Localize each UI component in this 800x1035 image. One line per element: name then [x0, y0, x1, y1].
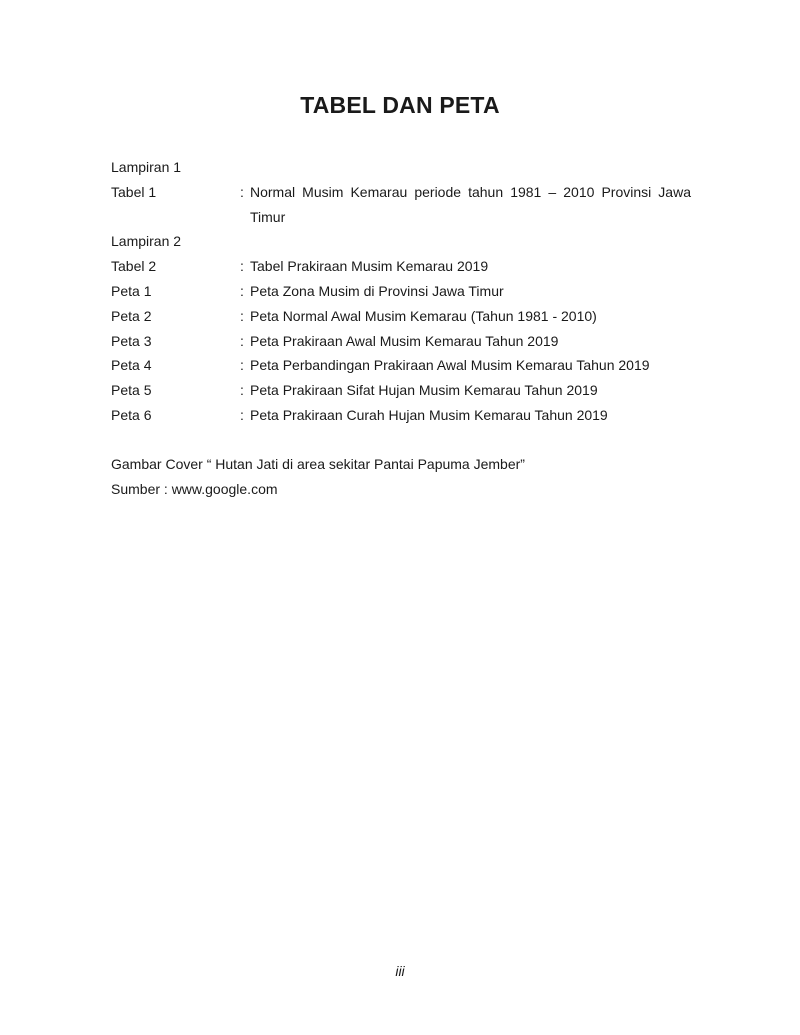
entry-description [240, 254, 691, 279]
list-item [111, 279, 691, 304]
entry-text: Peta Normal Awal Musim Kemarau (Tahun 1981 - 2010) [250, 307, 597, 324]
entry-colon: : [240, 382, 244, 399]
entry-description [240, 304, 691, 329]
entry-colon: : [240, 307, 244, 324]
entry-description [240, 353, 691, 378]
list-item [111, 155, 691, 180]
cover-credit [111, 452, 525, 502]
entry-label: Tabel 2 [111, 258, 157, 275]
entry-label: Peta 5 [111, 382, 152, 399]
entry-text: Peta Zona Musim di Provinsi Jawa Timur [250, 282, 504, 299]
entry-label: Peta 3 [111, 332, 152, 349]
list-item [111, 254, 691, 279]
list-item [111, 403, 691, 428]
entry-label: Lampiran 1 [111, 159, 182, 175]
list-item [111, 353, 691, 378]
entry-label: Peta 6 [111, 406, 152, 423]
entry-description [240, 180, 691, 230]
entry-colon: : [240, 258, 244, 275]
entry-description [240, 403, 691, 428]
entry-colon: : [240, 282, 244, 299]
cover-source: Sumber : www.google.com [111, 480, 278, 497]
page-title: TABEL DAN PETA [300, 92, 500, 118]
entry-colon: : [240, 406, 244, 423]
entry-colon: : [240, 332, 244, 349]
list-item [111, 329, 691, 354]
page-number: iii [395, 963, 405, 979]
list-item [111, 304, 691, 329]
entry-description [240, 279, 691, 304]
list-item [111, 229, 691, 254]
list-item [111, 378, 691, 403]
entry-description [240, 329, 691, 354]
entry-label: Peta 2 [111, 307, 152, 324]
entry-text: Peta Prakiraan Sifat Hujan Musim Kemarau Tahun 2019 [250, 382, 598, 399]
appendix-list [111, 155, 691, 428]
entry-label: Peta 4 [111, 357, 152, 374]
list-item [111, 180, 691, 230]
entry-description [240, 378, 691, 403]
entry-text: Peta Prakiraan Awal Musim Kemarau Tahun 2019 [250, 332, 559, 349]
entry-text: Peta Perbandingan Prakiraan Awal Musim Kemarau Tahun 2019 [250, 357, 650, 374]
entry-text: Peta Prakiraan Curah Hujan Musim Kemarau Tahun 2019 [250, 406, 608, 423]
entry-text: Tabel Prakiraan Musim Kemarau 2019 [250, 258, 489, 275]
cover-caption: Gambar Cover “ Hutan Jati di area sekitar Pantai Papuma Jember” [111, 456, 525, 472]
entry-label: Peta 1 [111, 282, 152, 299]
entry-colon: : [240, 357, 244, 374]
entry-colon: : [240, 183, 244, 200]
entry-label: Lampiran 2 [111, 233, 182, 250]
entry-text: Normal Musim Kemarau periode tahun 1981 – 2010 Provinsi Jawa Timur [250, 183, 691, 225]
entry-label: Tabel 1 [111, 183, 157, 200]
